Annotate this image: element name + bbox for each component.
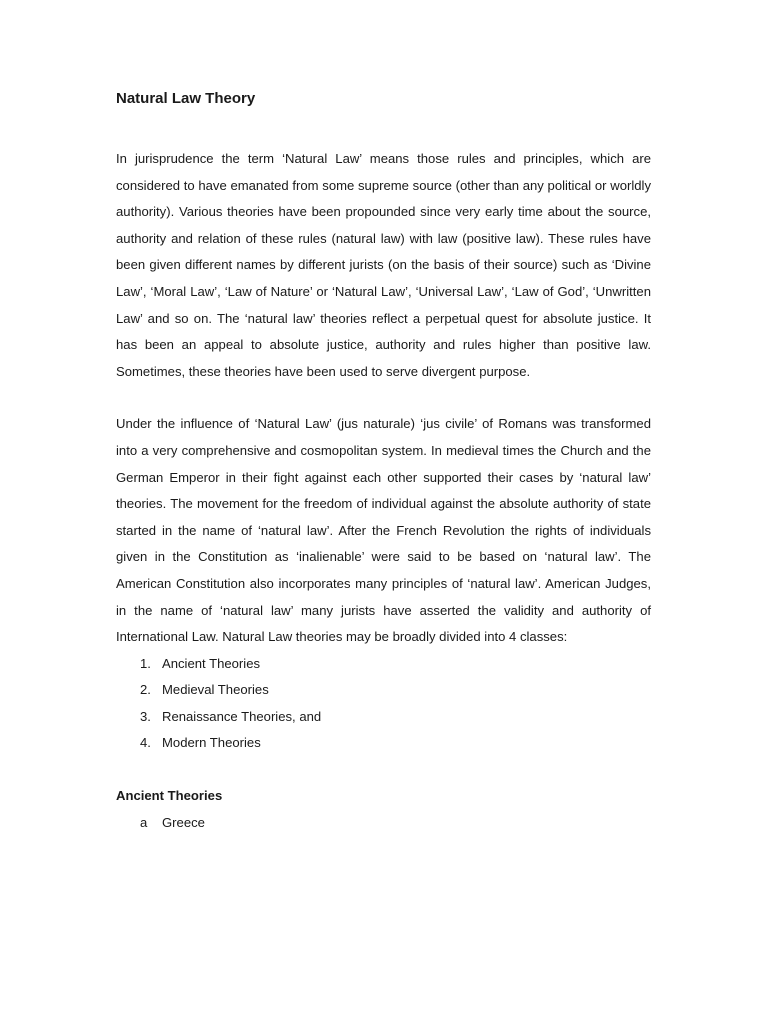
document-title: Natural Law Theory bbox=[116, 90, 256, 107]
list-item bbox=[116, 677, 651, 704]
document-page bbox=[116, 86, 651, 836]
list-item bbox=[116, 810, 651, 837]
list-marker: 2. bbox=[140, 682, 151, 698]
list-item-text: Renaissance Theories, and bbox=[162, 708, 322, 724]
paragraph-intro: In jurisprudence the term ‘Natural Law’ means those rules and principles, which are considered to have emanated from some supreme source (other than any political or worldly authority). Various theories have been propounded since very early time about the source, authority and relation of these rules (natural law) with law (positive law). These rules have been given different names by different jurists (on the basis of their source) such as ‘Divine Law’, ‘Moral Law’, ‘Law of Nature’ or ‘Natural Law’, ‘Universal Law’, ‘Law of God’, ‘Unwritten Law’ and so on. The ‘natural law’ theories reflect a perpetual quest for absolute justice. It has been an appeal to absolute justice, authority and rules higher than positive law. Sometimes, these theories have been used to serve divergent purpose. bbox=[116, 151, 651, 379]
paragraph-influence: Under the influence of ‘Natural Law’ (jus naturale) ‘jus civile’ of Romans was transformed into a very comprehensive and cosmopolitan system. In medieval times the Church and the German Emperor in their fight against each other supported their cases by ‘natural law’ theories. The movement for the freedom of individual against the absolute authority of state started in the name of ‘natural law’. After the French Revolution the rights of individuals given in the Constitution as ‘inalienable’ were said to be based on ‘natural law’. The American Constitution also incorporates many principles of ‘natural law’. American Judges, in the name of ‘natural law’ many jurists have asserted the validity and authority of International Law. Natural Law theories may be broadly divided into 4 classes: bbox=[116, 416, 651, 645]
list-marker: a bbox=[140, 814, 148, 830]
list-marker: 4. bbox=[140, 735, 151, 751]
sub-list bbox=[116, 810, 651, 837]
list-item-text: Medieval Theories bbox=[162, 682, 269, 698]
classes-list bbox=[116, 651, 651, 757]
section-heading-ancient-theories: Ancient Theories bbox=[116, 788, 223, 804]
list-item-text: Greece bbox=[162, 814, 205, 830]
list-item-text: Ancient Theories bbox=[162, 655, 261, 671]
list-marker: 1. bbox=[140, 655, 151, 671]
list-item bbox=[116, 651, 651, 678]
list-item bbox=[116, 730, 651, 757]
list-marker: 3. bbox=[140, 708, 151, 724]
list-item bbox=[116, 704, 651, 731]
list-item-text: Modern Theories bbox=[162, 735, 261, 751]
